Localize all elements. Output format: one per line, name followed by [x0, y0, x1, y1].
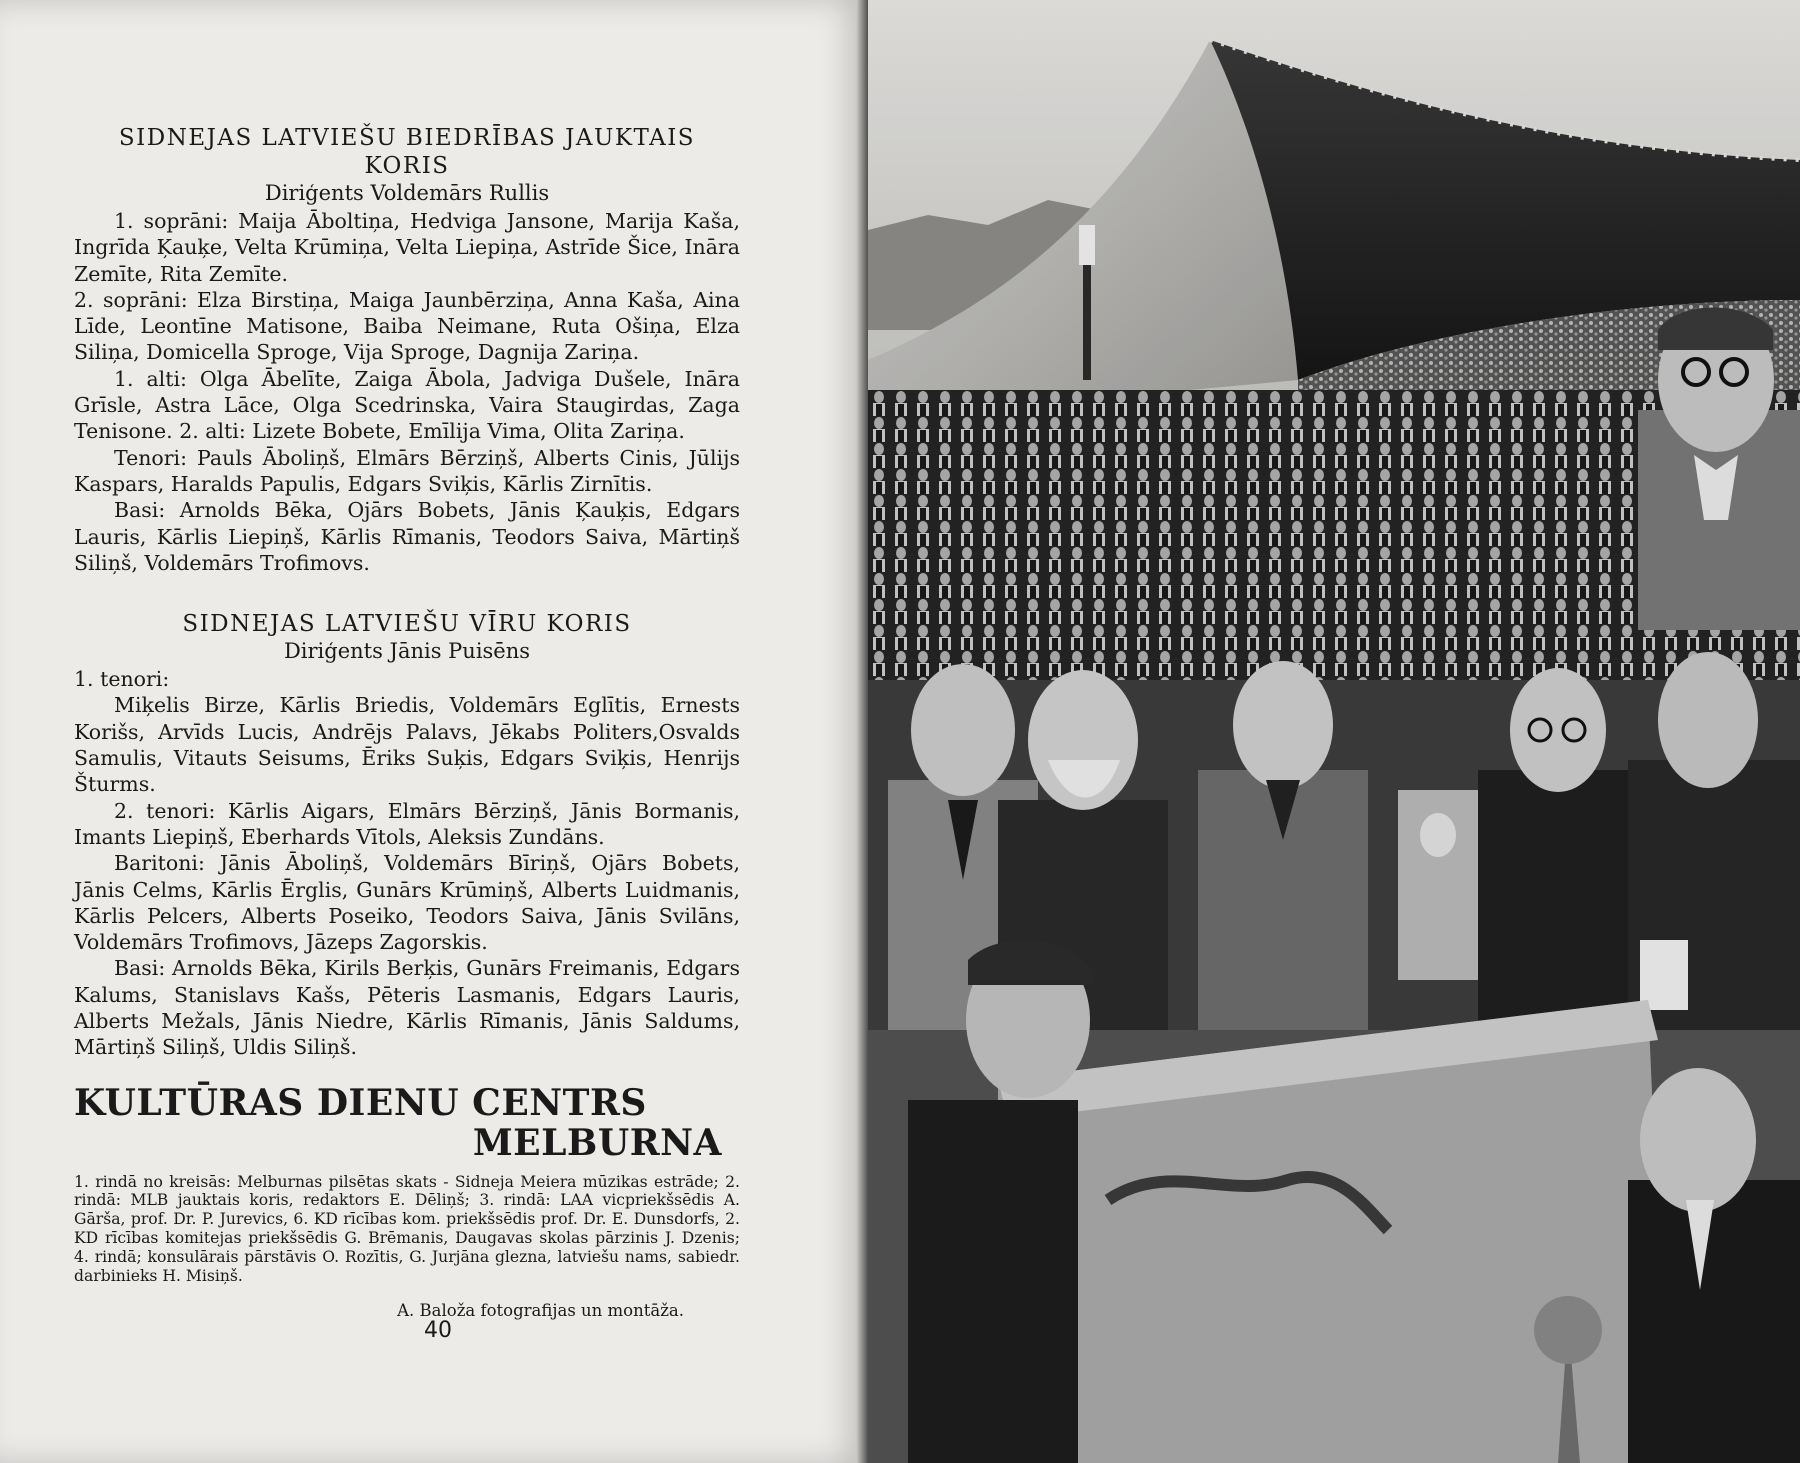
male-choir-title: SIDNEJAS LATVIEŠU VĪRU KORIS	[182, 611, 632, 638]
section-title	[74, 1083, 740, 1163]
male-choir-basses: Basi: Arnolds Bēka, Kirils Berķis, Gunārs Freimanis, Edgars Kalums, Stanislavs Kašs, Pēteris Lasmanis, Edgars Lauris, Alberts Mežals, Jānis Niedre, Kārlis Rīmanis, Jānis Saldums, Mārtiņš Siliņš, Uldis Siliņš.	[74, 956, 740, 1060]
photo-credit: A. Baloža fotografijas un montāža.	[397, 1301, 684, 1321]
left-page	[0, 0, 866, 1463]
male-choir-conductor: Diriģents Jānis Puisēns	[283, 639, 531, 664]
page-number: 40	[424, 1318, 452, 1343]
mixed-choir-sopranos-2: 2. soprāni: Elza Birstiņa, Maiga Jaunbērziņa, Anna Kaša, Aina Līde, Leontīne Matisone, Baiba Neimane, Ruta Ošiņa, Elza Siliņa, Domicella Sproge, Vija Sproge, Dagnija Zariņa.	[74, 287, 740, 365]
right-page	[868, 0, 1800, 1463]
section-title-line-1: KULTŪRAS DIENU CENTRS	[74, 1081, 647, 1124]
text-column	[74, 124, 740, 1320]
mixed-choir-basses: Basi: Arnolds Bēka, Ojārs Bobets, Jānis Ķauķis, Edgars Lauris, Kārlis Liepiņš, Kārlis Rīmanis, Teodors Saiva, Mārtiņš Siliņš, Voldemārs Trofimovs.	[74, 498, 740, 575]
mixed-choir-title: SIDNEJAS LATVIEŠU BIEDRĪBAS JAUKTAIS KORIS	[118, 125, 696, 179]
mixed-choir-conductor: Diriģents Voldemārs Rullis	[264, 181, 550, 205]
photo-caption: 1. rindā no kreisās: Melburnas pilsētas skats - Sidneja Meiera mūzikas estrāde; 2. rindā: MLB jauktais koris, redaktors E. Dēliņš; 3. rindā: LAA vicpriekšsēdis A. Gārša, prof. Dr. P. Jurevics, 6. KD rīcības kom. priekšsēdis prof. Dr. E. Dunsdorfs, 2. KD rīcības komitejas priekšsēdis G. Brēmanis, Daugavas skolas pārzinis J. Dzenis; 4. rindā; konsulārais pārstāvis O. Rozītis, G. Jurjāna glezna, latviešu nams, sabiedr. darbinieks H. Misiņš.	[74, 1172, 740, 1285]
photo-montage	[868, 0, 1800, 1463]
male-choir-tenors-1-label: 1. tenori:	[74, 667, 170, 692]
section-title-line-2: MELBURNA	[472, 1121, 722, 1164]
mixed-choir-sopranos-1: 1. soprāni: Maija Āboltiņa, Hedviga Jansone, Marija Kaša, Ingrīda Ķauķe, Velta Krūmiņa, Velta Liepiņa, Astrīde Šice, Ināra Zemīte, Rita Zemīte.	[74, 209, 740, 286]
mixed-choir-altos: 1. alti: Olga Ābelīte, Zaiga Ābola, Jadviga Dušele, Ināra Grīsle, Astra Lāce, Olga Scedrinska, Vaira Staugirdas, Zaga Tenisone. 2. alti: Lizete Bobete, Emīlija Vima, Olita Zariņa.	[74, 366, 740, 444]
male-choir-tenors-2: 2. tenori: Kārlis Aigars, Elmārs Bērziņš, Jānis Bormanis, Imants Liepiņš, Eberhards Vītols, Aleksis Zundāns.	[74, 798, 740, 849]
male-choir-tenors-1: Miķelis Birze, Kārlis Briedis, Voldemārs Eglītis, Ernests Korišs, Arvīds Lucis, Andrējs Palavs, Jēkabs Politers,Osvalds Samulis, Vitauts Seisums, Ēriks Suķis, Edgars Sviķis, Henrijs Šturms.	[74, 693, 740, 797]
mixed-choir-tenors: Tenori: Pauls Āboliņš, Elmārs Bērziņš, Alberts Cinis, Jūlijs Kaspars, Haralds Papulis, Edgars Sviķis, Kārlis Zirnītis.	[74, 445, 740, 496]
male-choir-baritones: Baritoni: Jānis Āboliņš, Voldemārs Bīriņš, Ojārs Bobets, Jānis Celms, Kārlis Ērglis, Gunārs Krūmiņš, Alberts Luidmanis, Kārlis Pelcers, Alberts Poseiko, Teodors Saiva, Jānis Svilāns, Voldemārs Trofimovs, Jāzeps Zagorskis.	[74, 851, 740, 955]
